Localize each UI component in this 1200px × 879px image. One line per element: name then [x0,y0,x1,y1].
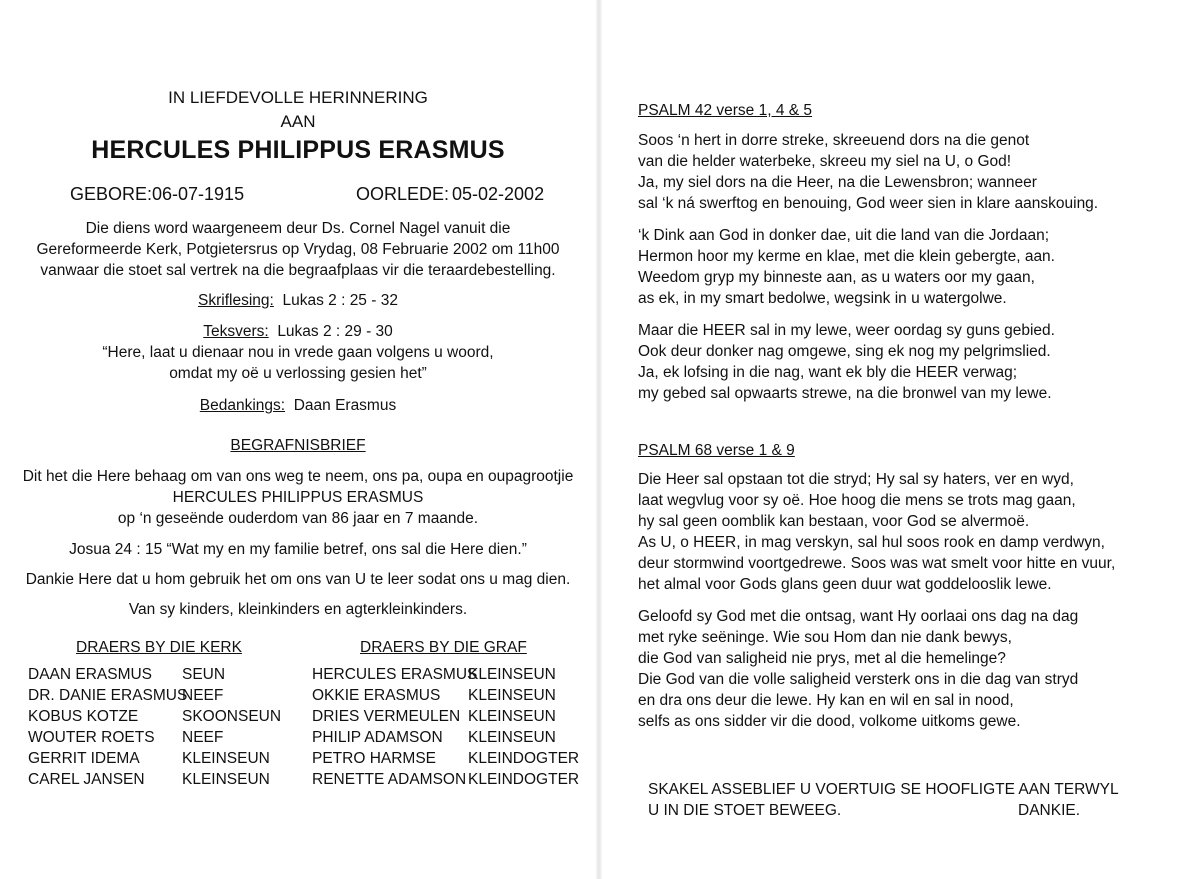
thanks-label: Bedankings: [199,397,286,414]
psalm-line: Ja, ek lofsing in die nag, want ek bly die HEER verwag; [638,364,1018,381]
thanks-value: Daan Erasmus [293,397,397,414]
psalm-line: As U, o HEER, in mag verskyn, sal hul soos rook en damp verdwyn, [638,534,1105,551]
deceased-name: HERCULES PHILIPPUS ERASMUS [91,136,505,164]
bearer-name: KOBUS KOTZE [28,708,139,725]
letter-line: op ‘n geseënde ouderdom van 86 jaar en 7 maande. [117,510,479,527]
reading-value: Lukas 2 : 25 - 32 [282,292,398,309]
text-verse [0,322,596,342]
psalm-line: deur stormwind voortgedrewe. Soos was wat smelt voor hitte en vuur, [638,555,1116,572]
bearer-relation: SKOONSEUN [182,708,282,725]
service-line: Die diens word waargeneem deur Ds. Cornel Nagel vanuit die [85,220,511,237]
psalm-line: my gebed sal opwaarts strewe, na die bronwel van my lewe. [638,385,1052,402]
bearer-relation: KLEINSEUN [468,666,556,683]
notice-line: U IN DIE STOET BEWEEG. [648,802,842,819]
psalm42-title: PSALM 42 verse 1, 4 & 5 [638,102,813,119]
reading-label: Skriflesing: [198,292,274,309]
letter-title: BEGRAFNISBRIEF [230,437,366,454]
from-line: Van sy kinders, kleinkinders en agterkleinkinders. [128,601,468,618]
psalm68-title: PSALM 68 verse 1 & 9 [638,442,795,459]
bearer-name: PHILIP ADAMSON [312,729,443,746]
psalm-line: ‘k Dink aan God in donker dae, uit die land van die Jordaan; [638,227,1050,244]
bearer-relation: KLEINSEUN [468,708,556,725]
psalm-line: Hermon hoor my kerme en klae, met die klein gebergte, aan. [638,248,1055,265]
bearer-name: DR. DANIE ERASMUS [28,687,188,704]
bearer-relation: KLEINSEUN [182,771,270,788]
psalm-line: met ryke seëninge. Wie sou Hom dan nie dank bewys, [638,629,1012,646]
bearer-relation: NEEF [182,729,224,746]
bearer-name: DRIES VERMEULEN [312,708,461,725]
letter-line: HERCULES PHILIPPUS ERASMUS [172,489,424,506]
bearer-relation: KLEINSEUN [182,750,270,767]
psalm-line: Die God van die volle saligheid versterk ons in die dag van stryd [638,671,1079,688]
psalm-line: laat wegvlug voor sy oë. Hoe hoog die mens se trots mag gaan, [638,492,1076,509]
notice-line: SKAKEL ASSEBLIEF U VOERTUIG SE HOOFLIGTE AAN TERWYL [648,781,1119,798]
bearer-name: CAREL JANSEN [28,771,145,788]
bearer-relation: KLEINDOGTER [468,750,580,767]
psalm-line: van die helder waterbeke, skreeu my siel na U, o God! [638,153,1012,170]
bearer-name: RENETTE ADAMSON [312,771,467,788]
text-value: Lukas 2 : 29 - 30 [277,323,393,340]
psalm-line: Geloofd sy God met die ontsag, want Hy oorlaai ons dag na dag [638,608,1079,625]
psalm-line: Soos ‘n hert in dorre streke, skreeuend dors na die genot [638,132,1030,149]
bearer-name: HERCULES ERASMUS [312,666,478,683]
bearer-relation: NEEF [182,687,224,704]
bearer-name: DAAN ERASMUS [28,666,153,683]
grave-bearers-title: DRAERS BY DIE GRAF [360,639,527,656]
psalm-line: Maar die HEER sal in my lewe, weer oordag sy guns gebied. [638,322,1055,339]
bearer-relation: KLEINSEUN [468,729,556,746]
scripture-reading [0,291,596,311]
letter-line: Dit het die Here behaag om van ons weg te neem, ons pa, oupa en oupagrootjie [22,468,574,485]
psalm-line: hy sal geen oomblik kan bestaan, voor God se alvermoë. [638,513,1030,530]
text-quote-line: “Here, laat u dienaar nou in vrede gaan volgens u woord, [102,344,494,361]
acknowledgements [0,396,596,416]
psalm-line: en dra ons deur die lewe. Hy kan en wil en sal in nood, [638,692,1014,709]
text-label: Teksvers: [203,323,269,340]
died-label: OORLEDE: [356,184,450,204]
psalm-line: die God van saligheid nie prys, met al die hemelinge? [638,650,1006,667]
memorial-header: IN LIEFDEVOLLE HERINNERING [168,88,428,107]
text-quote-line: omdat my oë u verlossing gesien het” [169,365,427,382]
service-line: vanwaar die stoet sal vertrek na die begraafplaas vir die teraardebestelling. [40,262,556,279]
service-line: Gereformeerde Kerk, Potgietersrus op Vrydag, 08 Februarie 2002 om 11h00 [36,241,560,258]
died-date: 05-02-2002 [452,184,545,204]
thanks-line: Dankie Here dat u hom gebruik het om ons van U te leer sodat ons u mag dien. [25,571,571,588]
psalm-line: selfs as ons sidder vir die dood, volkome uitkoms gewe. [638,713,1021,730]
bearer-name: PETRO HARMSE [312,750,437,767]
born-label: GEBORE: [70,184,153,204]
notice-thanks: DANKIE. [1018,802,1081,819]
bearer-relation: KLEINDOGTER [468,771,580,788]
bearer-name: OKKIE ERASMUS [312,687,441,704]
church-bearers-title: DRAERS BY DIE KERK [76,639,242,656]
bearer-name: GERRIT IDEMA [28,750,140,767]
psalm-line: as ek, in my smart bedolwe, wegsink in u watergolwe. [638,290,1007,307]
psalm-line: het almal voor Gods glans geen duur wat goddelooslik lewe. [638,576,1052,593]
psalm-line: sal ‘k ná swerftog en benouing, God weer sien in klare aanskouing. [638,195,1099,212]
psalm-line: Weedom gryp my binneste aan, as u waters oor my gaan, [638,269,1035,286]
bearer-relation: SEUN [182,666,226,683]
psalm-line: Ook deur donker nag omgewe, sing ek nog my pelgrimslied. [638,343,1051,360]
born-date: 06-07-1915 [152,184,245,204]
bearer-name: WOUTER ROETS [28,729,155,746]
bearer-relation: KLEINSEUN [468,687,556,704]
joshua-verse: Josua 24 : 15 “Wat my en my familie betref, ons sal die Here dien.” [69,541,527,558]
psalm-line: Die Heer sal opstaan tot die stryd; Hy sal sy haters, ver en wyd, [638,471,1074,488]
memorial-header-aan: AAN [280,112,316,131]
psalm-line: Ja, my siel dors na die Heer, na die Lewensbron; wanneer [638,174,1037,191]
